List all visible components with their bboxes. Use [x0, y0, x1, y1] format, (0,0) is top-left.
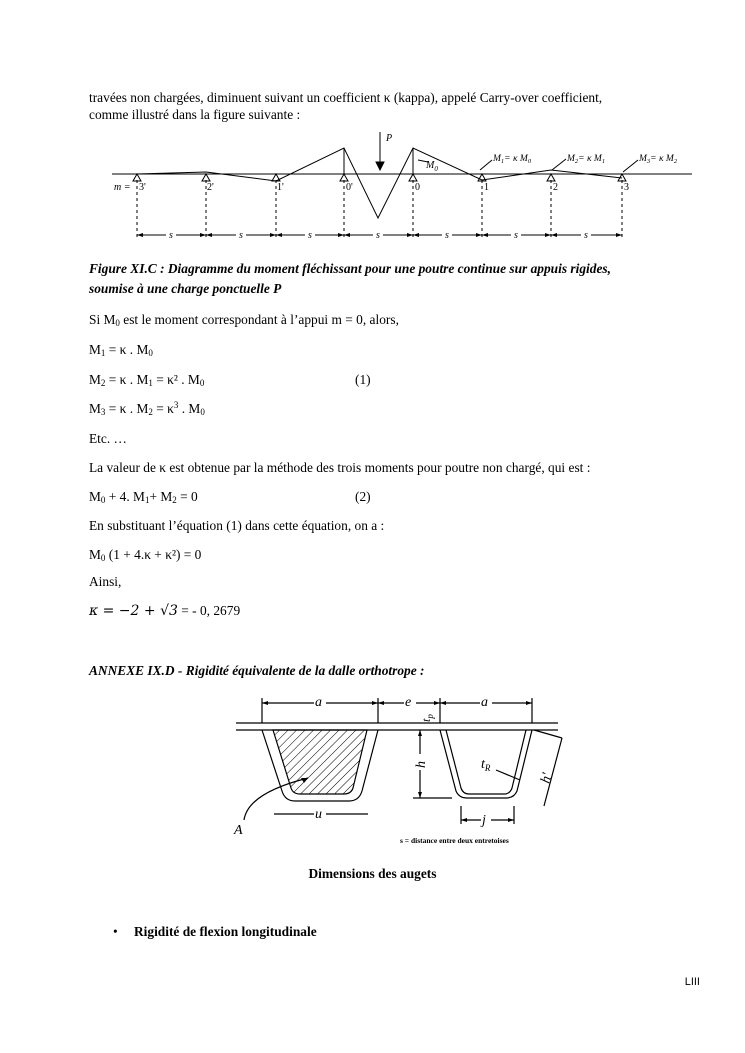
span-label: s — [514, 230, 518, 241]
three-moments-equation: $M_0 + 4$. $M_1+ M_2 = 0$ — [89, 489, 198, 505]
dim-u: u — [315, 807, 322, 822]
spacing-note: s = distance entre deux entretoises — [400, 836, 509, 845]
equation-number-1: (1) — [355, 372, 371, 387]
kappa-value: = - 0, 2679 — [177, 603, 241, 618]
load-label: P — [386, 133, 393, 144]
dim-tr: $t_R$ — [481, 757, 491, 773]
support-label-0p: 0' — [346, 182, 353, 193]
kappa-formula: κ = −2 + √3 — [89, 603, 178, 619]
support-label-0: 0 — [415, 182, 420, 193]
dim-a-left: a — [315, 695, 322, 710]
page-number: LIII — [684, 976, 700, 988]
moment-label-m0: $M_0$ — [426, 160, 438, 173]
span-label: s — [239, 230, 243, 241]
augets-diagram — [228, 688, 568, 848]
support-label-1p: 1' — [277, 182, 284, 193]
equation-m1: $M_1 = \kappa$ . $M_0$ — [89, 342, 153, 358]
figure-caption-line-2: soumise à une charge ponctuelle P — [89, 281, 282, 296]
span-label: s — [584, 230, 588, 241]
ainsi-line: Ainsi, — [89, 574, 122, 589]
support-label-2p: 2' — [207, 182, 214, 193]
bullet-icon: • — [113, 924, 118, 939]
annexe-title: ANNEXE IX.D - Rigidité équivalente de la dalle orthotrope : — [89, 663, 425, 678]
intro-line-1: travées non chargées, diminuent suivant un coefficient κ (kappa), appelé Carry-over coefficient, — [89, 90, 603, 105]
span-label: s — [445, 230, 449, 241]
dim-h: h — [414, 761, 429, 768]
span-label: s — [376, 230, 380, 241]
intro-line-2: comme illustré dans la figure suivante : — [89, 107, 301, 122]
dim-e: e — [405, 695, 412, 710]
support-label-3p: 3' — [139, 182, 146, 193]
support-label-1: 1 — [484, 182, 489, 193]
augets-caption: Dimensions des augets — [308, 866, 437, 881]
etc-line: Etc. … — [89, 431, 127, 446]
dim-tp: $t_p$ — [419, 714, 435, 722]
annotation-m2: $M_2= \kappa$ $M_1$ — [567, 154, 606, 165]
kappa-method-line: La valeur de κ est obtenue par la méthode des trois moments pour poutre non chargé, qui est : — [89, 460, 591, 475]
support-triangles — [133, 174, 626, 181]
m-prefix: m = — [114, 182, 131, 193]
span-label: s — [308, 230, 312, 241]
dim-h-prime: h' — [538, 771, 556, 786]
substitution-line: En substituant l’équation (1) dans cette équation, on a : — [89, 518, 385, 533]
equation-number-2: (2) — [355, 489, 371, 504]
span-label: s — [169, 230, 173, 241]
dim-j: j — [482, 813, 486, 828]
dim-a-right: a — [481, 695, 488, 710]
label-a: A — [234, 823, 243, 838]
support-label-2: 2 — [553, 182, 558, 193]
moment-diagram — [100, 128, 700, 250]
support-label-3: 3 — [624, 182, 629, 193]
kappa-result — [89, 603, 240, 619]
equation-m2: $M_2 = \kappa$ . $M_1 = \kappa^2$ . $M_0$ — [89, 372, 205, 388]
annotation-m3: $M_3= \kappa$ $M_2$ — [639, 154, 678, 165]
annotation-m1: $M_1= \kappa$ $M_0$ — [493, 154, 532, 165]
figure-caption-line-1: Figure XI.C : Diagramme du moment fléchissant pour une poutre continue sur appuis rigides, — [89, 261, 611, 276]
equation-m3: $M_3 = \kappa$ . $M_2 = \kappa^3$ . $M_0$ — [89, 400, 205, 417]
bullet-text: Rigidité de flexion longitudinale — [134, 924, 317, 939]
m0-factored-equation: $M_0$ (1 + 4.κ + κ²) = 0 — [89, 547, 202, 563]
si-m0-line: Si $M_0$ est le moment correspondant à l’appui m = 0, alors, — [89, 312, 399, 328]
